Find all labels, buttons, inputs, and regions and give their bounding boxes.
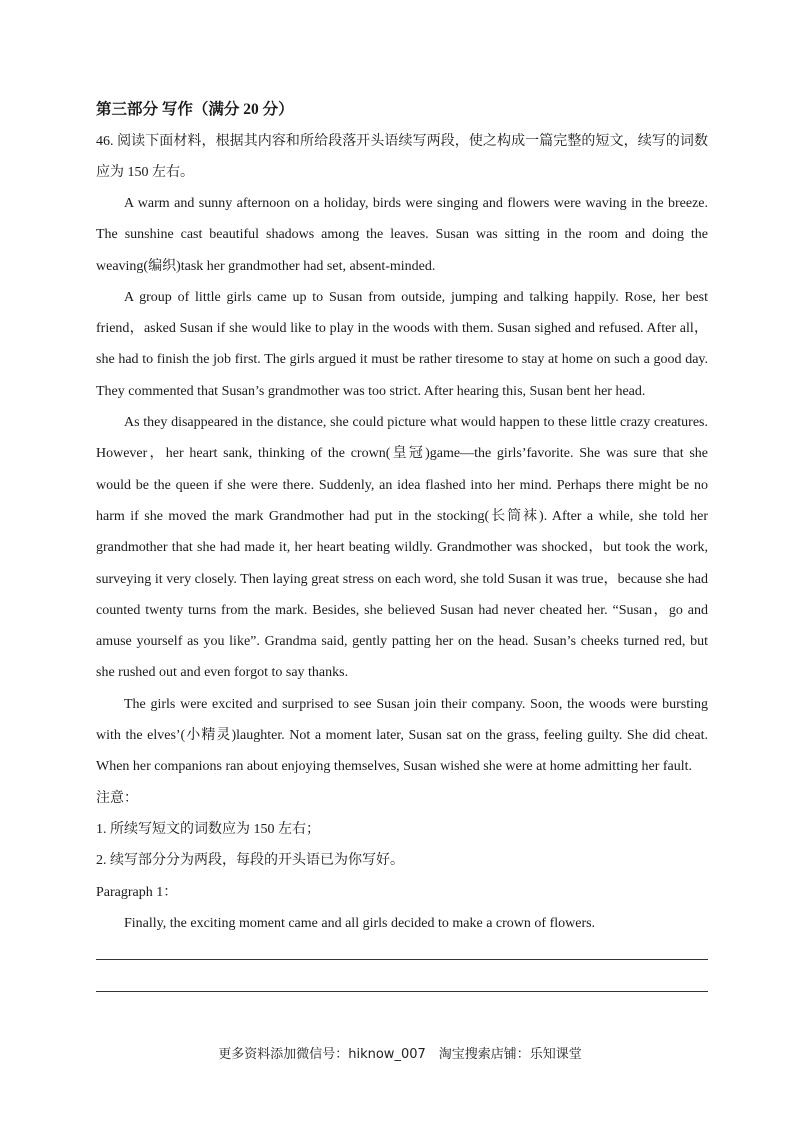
paragraph1-opening: Finally, the exciting moment came and all girls decided to make a crown of flowers.	[124, 915, 596, 931]
passage-paragraph-1: A warm and sunny afternoon on a holiday, birds were singing and flowers were waving in the breeze. The sunshine cast beautiful shadows among the leaves. Susan was sitting in the room and doing the weaving(编织)task her grandmother had set, absent-minded.	[96, 196, 708, 274]
section-title: 第三部分 写作（满分 20 分）	[96, 101, 294, 118]
note-item-1: 1. 所续写短文的词数应为 150 左右；	[96, 821, 320, 837]
question-prompt: 46. 阅读下面材料，根据其内容和所给段落开头语续写两段，使之构成一篇完整的短文，续写的词数应为 150 左右。	[96, 134, 708, 180]
document-page	[96, 100, 708, 992]
passage-paragraph-4: The girls were excited and surprised to see Susan join their company. Soon, the woods were bursting with the elves’(小精灵)laughter. Not a moment later, Susan sat on the grass, feeling guilty. She did cheat. When her companions ran about enjoying themselves, Susan wished she were at home admitting her fault.	[96, 696, 708, 775]
answer-line-2[interactable]	[96, 991, 708, 992]
notes-label: 注意：	[96, 790, 138, 806]
answer-line-1[interactable]	[96, 959, 708, 960]
passage-paragraph-2: A group of little girls came up to Susan from outside, jumping and talking happily. Rose, her best friend，asked Susan if she would like to play in the woods with them. Susan sighed and refused. After all，she had to finish the job first. The girls argued it must be rather tiresome to stay at home on such a good day. They commented that Susan’s grandmother was too strict. After hearing this, Susan bent her head.	[96, 289, 708, 399]
footer-note: 更多资料添加微信号：hiknow_007 淘宝搜索店铺：乐知课堂	[218, 1047, 582, 1062]
paragraph1-label: Paragraph 1：	[96, 884, 178, 900]
note-item-2: 2. 续写部分分为两段，每段的开头语已为你写好。	[96, 853, 404, 869]
passage-paragraph-3: As they disappeared in the distance, she could picture what would happen to these little crazy creatures. However，her heart sank, thinking of the crown(皇冠)game—the girls’favorite. She was sure that she would be the queen if she were there. Suddenly, an idea flashed into her mind. Perhaps there might be no harm if she moved the mark Grandmother had put in the stocking(长筒袜). After a while, she told her grandmother that she had made it, her heart beating wildly. Grandmother was shocked，but took the work, surveying it very closely. Then laying great stress on each word, she told Susan it was true，because she had counted twenty turns from the mark. Besides, she believed Susan had never cheated her. “Susan，go and amuse yourself as you like”. Grandma said, gently patting her on the head. Susan’s cheeks turned red, but she rushed out and even forgot to say thanks.	[96, 415, 708, 681]
